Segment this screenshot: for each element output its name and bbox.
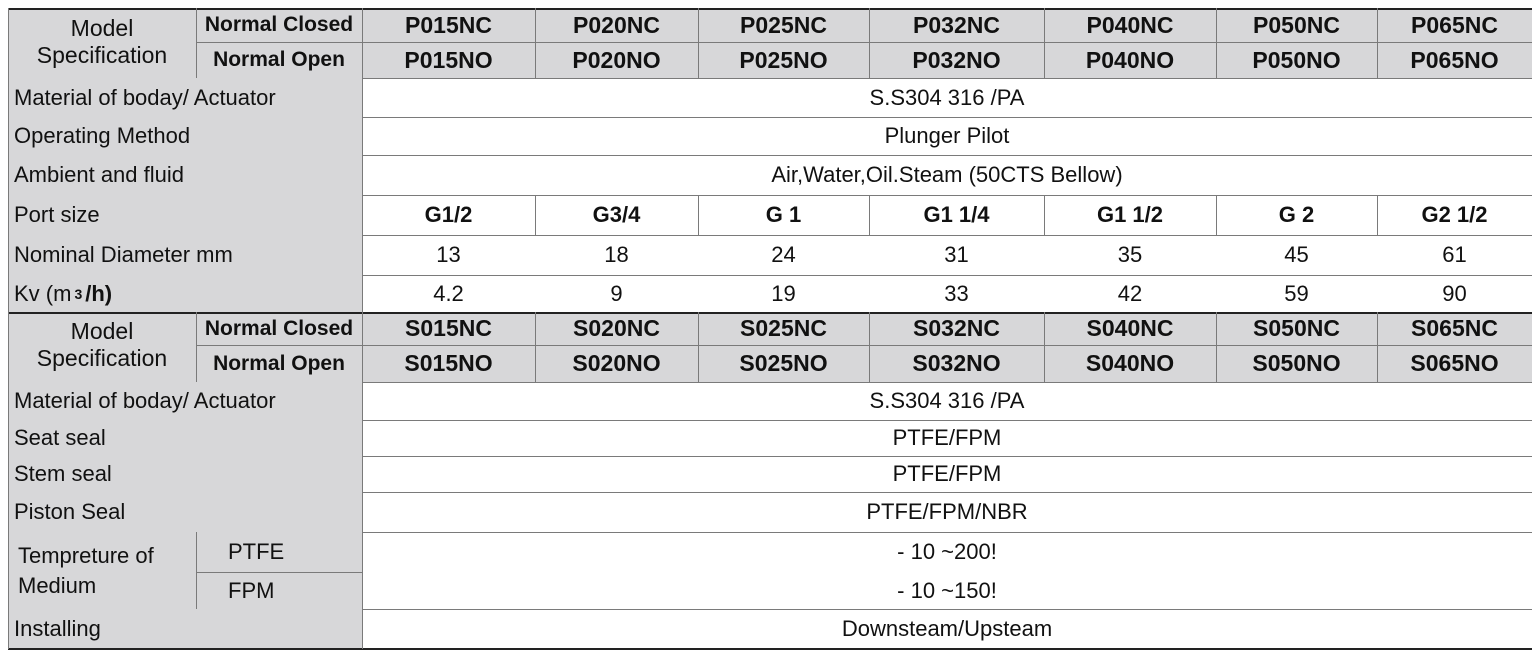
s-series-nc-model: S050NC	[1216, 312, 1377, 345]
row-divider	[8, 8, 1532, 10]
p-ambient-row-value: Air,Water,Oil.Steam (50CTS Bellow)	[771, 162, 1123, 187]
p-series-nc-model: P020NC	[535, 8, 698, 42]
p-series-normal-open-label: Normal Open	[196, 42, 362, 78]
p-port-size-value: G1/2	[424, 202, 473, 227]
p-series-no-model: P050NO	[1216, 42, 1377, 78]
column-divider	[196, 532, 197, 609]
kv-label-suffix: /h)	[85, 280, 113, 306]
p-nominal-diameter-value: 13	[436, 242, 461, 267]
s-temperature-label: Tempreture of Medium	[8, 532, 196, 609]
p-nominal-diameter-value: 35	[1117, 242, 1143, 267]
p-port-size-value: G1 1/2	[1096, 202, 1164, 227]
p-nominal-diameter-value: 18	[604, 242, 629, 267]
p-nominal-diameter-value: 61	[1442, 242, 1467, 267]
kv-label-prefix: Kv (m	[14, 280, 72, 306]
s-material-row-value: S.S304 316 /PA	[869, 388, 1025, 413]
s-series-no-model: S032NO	[869, 345, 1044, 382]
s-material-row-label: Material of boday/ Actuator	[8, 382, 362, 420]
spec-table	[7, 7, 1532, 650]
s-series-model-label: Model	[8, 312, 196, 345]
p-series-nc-model: P025NC	[698, 8, 869, 42]
kv-label-superscript: 3	[74, 285, 83, 302]
column-divider	[869, 312, 870, 382]
s-series-no-model: S050NO	[1216, 345, 1377, 382]
p-series-no-model: P020NO	[535, 42, 698, 78]
column-divider	[535, 312, 536, 382]
row-divider	[8, 312, 1532, 314]
p-kv-value: 19	[771, 280, 796, 306]
p-nominal-diameter-value: 24	[771, 242, 796, 267]
p-kv-value: 33	[944, 280, 969, 306]
p-nominal-diameter-label: Nominal Diameter mm	[8, 235, 362, 275]
s-series-nc-model: S032NC	[869, 312, 1044, 345]
p-port-size-value: G3/4	[592, 202, 641, 227]
p-material-row-label: Material of boday/ Actuator	[8, 78, 362, 117]
s-series-no-model: S020NO	[535, 345, 698, 382]
s-ptfe-label: PTFE	[196, 532, 362, 572]
p-series-no-model: P065NO	[1377, 42, 1532, 78]
s-series-no-model: S065NO	[1377, 345, 1532, 382]
p-series-nc-model: P040NC	[1044, 8, 1216, 42]
column-divider	[535, 195, 536, 235]
p-nominal-diameter-value: 45	[1284, 242, 1309, 267]
p-series-nc-model: P015NC	[362, 8, 535, 42]
column-divider	[869, 195, 870, 235]
p-series-no-model: P032NO	[869, 42, 1044, 78]
column-divider	[1377, 195, 1378, 235]
column-divider	[1044, 195, 1045, 235]
s-fpm-value: - 10 ~150!	[897, 577, 997, 603]
p-nominal-diameter-value: 31	[944, 242, 969, 267]
p-series-no-model: P040NO	[1044, 42, 1216, 78]
p-kv-value: 59	[1284, 280, 1309, 306]
p-operating-row-label: Operating Method	[8, 117, 362, 155]
s-seat-seal-row-value: PTFE/FPM	[892, 425, 1002, 450]
p-series-model-label: Model	[8, 8, 196, 42]
column-divider	[362, 8, 363, 78]
s-piston-seal-row-label: Piston Seal	[8, 492, 362, 532]
p-series-no-model: P025NO	[698, 42, 869, 78]
p-kv-label	[8, 275, 362, 312]
column-divider	[196, 312, 197, 382]
column-divider	[1216, 195, 1217, 235]
p-ambient-row-label: Ambient and fluid	[8, 155, 362, 195]
p-material-row-value: S.S304 316 /PA	[869, 84, 1025, 110]
p-series-normal-closed-label: Normal Closed	[196, 8, 362, 42]
p-port-size-value: G1 1/4	[923, 202, 990, 227]
p-port-size-value: G 2	[1278, 202, 1315, 227]
column-divider	[1216, 8, 1217, 78]
s-installing-value: Downsteam/Upsteam	[841, 616, 1053, 641]
s-stem-seal-row-value: PTFE/FPM	[892, 461, 1002, 486]
s-ptfe-value: - 10 ~200!	[897, 539, 997, 564]
p-port-size-value: G2 1/2	[1421, 202, 1488, 227]
s-series-nc-model: S020NC	[535, 312, 698, 345]
s-series-nc-model: S025NC	[698, 312, 869, 345]
p-series-no-model: P015NO	[362, 42, 535, 78]
column-divider	[1377, 312, 1378, 382]
p-kv-value: 4.2	[433, 280, 464, 306]
p-series-nc-model: P065NC	[1377, 8, 1532, 42]
row-divider	[196, 345, 1532, 346]
column-divider	[535, 8, 536, 78]
column-divider	[1044, 8, 1045, 78]
s-series-nc-model: S015NC	[362, 312, 535, 345]
column-divider	[1216, 312, 1217, 382]
p-port-size-label: Port size	[8, 195, 362, 235]
p-operating-row-value: Plunger Pilot	[884, 123, 1010, 148]
s-seat-seal-row-label: Seat seal	[8, 420, 362, 456]
column-divider	[698, 312, 699, 382]
column-divider	[698, 8, 699, 78]
s-series-normal-closed-label: Normal Closed	[196, 312, 362, 345]
s-series-nc-model: S065NC	[1377, 312, 1532, 345]
p-kv-value: 42	[1117, 280, 1143, 306]
column-divider	[698, 195, 699, 235]
s-stem-seal-row-label: Stem seal	[8, 456, 362, 492]
column-divider	[362, 78, 363, 649]
s-series-specification-label: Specification	[8, 345, 196, 382]
s-installing-label: Installing	[8, 609, 362, 649]
p-port-size-value: G 1	[765, 202, 802, 227]
column-divider	[196, 8, 197, 78]
p-series-nc-model: P032NC	[869, 8, 1044, 42]
p-series-nc-model: P050NC	[1216, 8, 1377, 42]
p-series-specification-label: Specification	[8, 42, 196, 78]
s-series-normal-open-label: Normal Open	[196, 345, 362, 382]
s-series-no-model: S015NO	[362, 345, 535, 382]
row-divider	[8, 648, 1532, 650]
s-series-no-model: S025NO	[698, 345, 869, 382]
column-divider	[8, 8, 9, 649]
s-piston-seal-row-value: PTFE/FPM/NBR	[866, 499, 1028, 524]
column-divider	[1044, 312, 1045, 382]
p-kv-value: 90	[1442, 280, 1467, 306]
row-divider	[196, 42, 1532, 43]
row-divider	[196, 572, 362, 573]
s-fpm-label: FPM	[196, 572, 362, 609]
s-series-no-model: S040NO	[1044, 345, 1216, 382]
p-kv-value: 9	[610, 280, 623, 306]
column-divider	[1377, 8, 1378, 78]
s-series-nc-model: S040NC	[1044, 312, 1216, 345]
column-divider	[869, 8, 870, 78]
